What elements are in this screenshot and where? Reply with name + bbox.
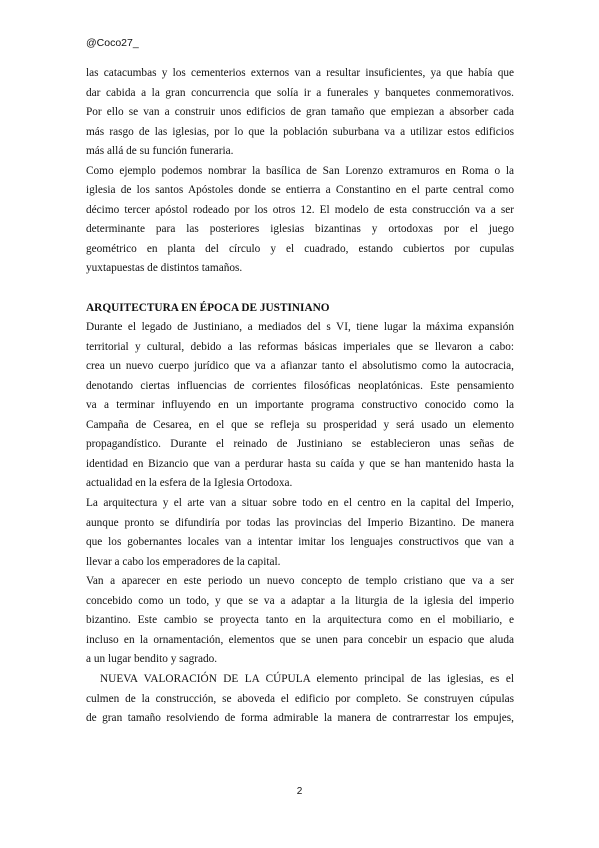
- text-line: Como ejemplo podemos nombrar la basílica de San Lorenzo extramuros en Roma o la: [86, 164, 514, 177]
- text-line: dar cabida a la gran concurrencia que solía ir a funerales y banquetes conmemorativos.: [86, 86, 514, 99]
- text-line: incluso en la ornamentación, elementos que se unen para concebir un espacio que aluda: [86, 633, 514, 646]
- text-line: yuxtapuestas de distintos tamaños.: [86, 262, 243, 275]
- text-line: aunque pronto se difundiría por todas las provincias del Imperio Bizantino. De manera: [86, 516, 514, 529]
- text-line: Por ello se van a construir unos edificios de gran tamaño que empiezan a absorber cada: [86, 106, 514, 119]
- body-text: [86, 64, 514, 729]
- text-line: de gran tamaño resolviendo de forma admirable la manera de contrarrestar los empujes,: [86, 712, 514, 725]
- text-line: Campaña de Cesarea, en el que se refleja su prosperidad y será usado un elemento: [86, 418, 514, 431]
- text-line: determinante para las posteriores iglesias bizantinas y ortodoxas por el juego: [86, 223, 514, 236]
- text-line: denotando ciertas influencias de corrientes filosóficas neoplatónicas. Este pensamiento: [86, 379, 514, 392]
- text-line: llevar a cabo los emperadores de la capital.: [86, 555, 281, 568]
- text-line: identidad en Bizancio que van a perdurar hasta su caída y que se han mantenido hasta la: [86, 457, 514, 470]
- text-line: a un lugar bendito y sagrado.: [86, 653, 218, 666]
- text-line: culmen de la construcción, se aboveda el edificio por completo. Se construyen cúpulas: [86, 692, 514, 705]
- page-number: 2: [296, 786, 303, 797]
- text-line: bizantino. Este cambio se proyecta tanto en la arquitectura como en el mobiliario, e: [86, 614, 514, 627]
- text-line: que los gobernantes locales van a intentar imitar los lenguajes constructivos que van a: [86, 536, 514, 549]
- text-line: más allá de su función funeraria.: [86, 145, 234, 158]
- text-line: propagandístico. Durante el reinado de Justiniano se establecieron unas señas de: [86, 438, 514, 451]
- text-line: Durante el legado de Justiniano, a mediados del s VI, tiene lugar la máxima expansión: [86, 321, 514, 334]
- text-line: NUEVA VALORACIÓN DE LA CÚPULA elemento principal de las iglesias, es el: [100, 672, 514, 685]
- text-line: iglesia de los santos Apóstoles donde se entierra a Constantino en el parte central como: [86, 184, 514, 197]
- text-line: las catacumbas y los cementerios externos van a resultar insuficientes, ya que había que: [86, 67, 514, 79]
- text-line: Van a aparecer en este periodo un nuevo concepto de templo cristiano que va a ser: [86, 575, 514, 588]
- text-line: actualidad en la esfera de la Iglesia Ortodoxa.: [86, 477, 293, 490]
- text-line: geométrico en planta del círculo y el cuadrado, estando cubiertos por cupulas: [86, 242, 514, 255]
- text-line: va a terminar influyendo en un importante programa constructivo conocido como la: [86, 399, 514, 412]
- author-header: @Coco27_: [86, 37, 139, 49]
- text-line: más rasgo de las iglesias, por lo que la población suburbana va a utilizar estos edificios: [86, 125, 514, 138]
- text-line: décimo tercer apóstol rodeado por los otros 12. El modelo de esta construcción va a ser: [86, 203, 514, 216]
- section-heading: ARQUITECTURA EN ÉPOCA DE JUSTINIANO: [86, 301, 330, 314]
- paragraph-spacer: [86, 279, 514, 299]
- text-line: territorial y cultural, debido a las reformas básicas imperiales que se llevaron a cabo:: [86, 340, 514, 353]
- text-line: crea un nuevo cuerpo jurídico que va a afianzar tanto el absolutismo como la autocracia,: [86, 360, 514, 373]
- text-line: concebido como un todo, y que se va a adaptar a la liturgia de la iglesia del imperio: [86, 594, 514, 607]
- text-line: La arquitectura y el arte van a situar sobre todo en el centro en la capital del Imperio,: [86, 497, 514, 510]
